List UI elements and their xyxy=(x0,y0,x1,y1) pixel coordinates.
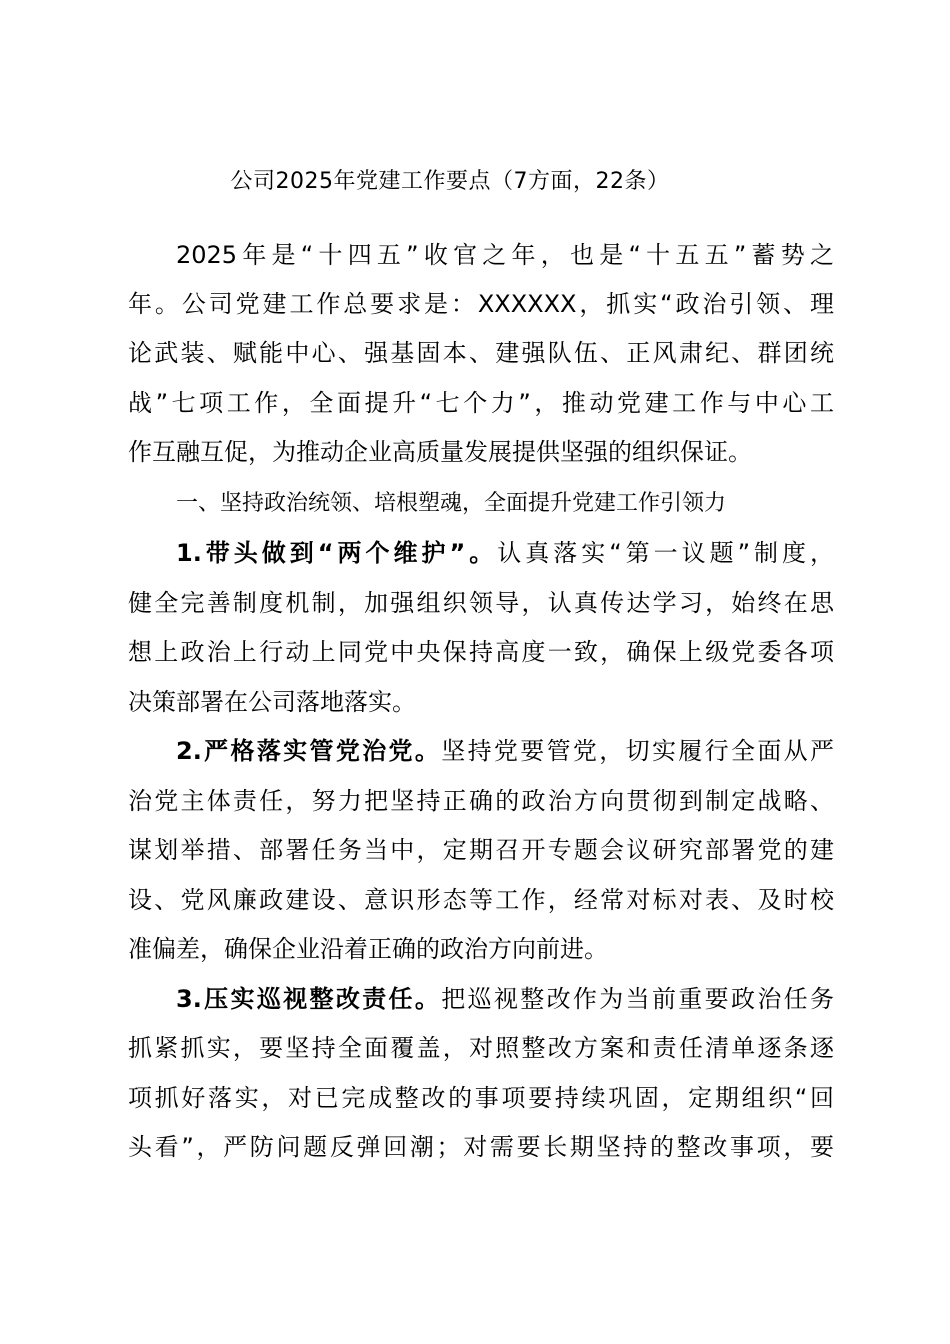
item-line: 头看”，严防问题反弹回潮；对需要长期坚持的整改事项，要 xyxy=(128,1133,834,1161)
item-line: 项抓好落实，对已完成整改的事项要持续巩固，定期组织“回 xyxy=(128,1084,834,1112)
document-title xyxy=(0,168,950,196)
item-line: 谋划举措、部署任务当中，定期召开专题会议研究部署党的建 xyxy=(128,836,834,864)
item-text: 把巡视整改作为当前重要政治任务 xyxy=(441,985,835,1013)
item-first-line xyxy=(176,984,834,1014)
section-heading: 一、坚持政治统领、培根塑魂，全面提升党建工作引领力 xyxy=(176,491,727,516)
item-text: 认真落实“第一议题”制度， xyxy=(497,539,834,567)
intro-line: 年。公司党建工作总要求是：XXXXXX，抓实“政治引领、理 xyxy=(128,290,834,318)
item-lead: 2.严格落实管党治党。 xyxy=(176,737,442,765)
item-text: 坚持党要管党，切实履行全面从严 xyxy=(441,737,835,765)
item-line: 决策部署在公司落地落实。 xyxy=(128,688,416,716)
item-lead: 3.压实巡视整改责任。 xyxy=(176,985,442,1013)
item-line: 准偏差，确保企业沿着正确的政治方向前进。 xyxy=(128,935,608,963)
document-title-text: 公司2025年党建工作要点（7方面，22条） xyxy=(230,169,670,194)
intro-line: 作互融互促，为推动企业高质量发展提供坚强的组织保证。 xyxy=(128,438,752,466)
intro-line: 2025年是“十四五”收官之年，也是“十五五”蓄势之 xyxy=(176,241,834,269)
item-lead: 1.带头做到“两个维护”。 xyxy=(176,539,498,567)
item-line: 设、党风廉政建设、意识形态等工作，经常对标对表、及时校 xyxy=(128,886,834,914)
item-first-line xyxy=(176,538,834,568)
item-first-line xyxy=(176,736,834,766)
item-line: 抓紧抓实，要坚持全面覆盖，对照整改方案和责任清单逐条逐 xyxy=(128,1034,834,1062)
item-line: 治党主体责任，努力把坚持正确的政治方向贯彻到制定战略、 xyxy=(128,787,834,815)
intro-line: 论武装、赋能中心、强基固本、建强队伍、正风肃纪、群团统 xyxy=(128,339,834,367)
item-line: 健全完善制度机制，加强组织领导，认真传达学习，始终在思 xyxy=(128,589,834,617)
intro-line: 战”七项工作，全面提升“七个力”，推动党建工作与中心工 xyxy=(128,389,834,417)
item-line: 想上政治上行动上同党中央保持高度一致，确保上级党委各项 xyxy=(128,638,834,666)
